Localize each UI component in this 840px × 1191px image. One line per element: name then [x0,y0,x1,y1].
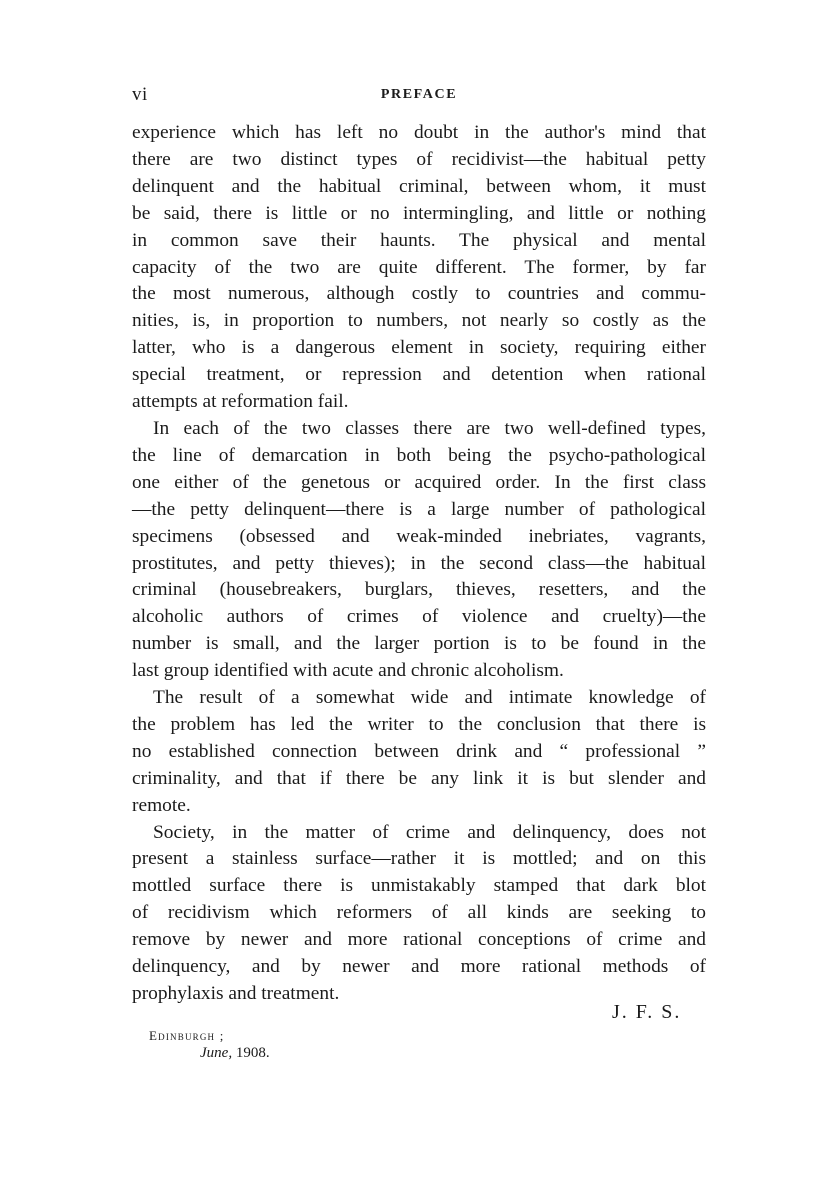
author-initials: J. F. S. [612,1001,682,1023]
text-line: delinquent and the habitual criminal, between whom, it must [132,175,706,197]
text-line: latter, who is a dangerous element in society, requiring either [132,337,706,359]
text-line: of recidivism which reformers of all kinds are seeking to [132,902,706,924]
text-line: capacity of the two are quite different. The former, by far [132,256,706,278]
place-line: Edinburgh ; [149,1028,225,1043]
date-line [200,1045,270,1062]
text-line: nities, is, in proportion to numbers, not nearly so costly as the [132,310,706,332]
date-year: 1908. [235,1045,270,1061]
page-number: vi [132,84,148,105]
text-line: mottled surface there is unmistakably stamped that dark blot [132,875,706,897]
text-line: delinquency, and by newer and more rational methods of [132,956,706,978]
paragraph-3 [132,685,706,820]
date-month: June, [200,1045,233,1061]
text-line: special treatment, or repression and detention when rational [132,364,706,386]
text-line: present a stainless surface—rather it is mottled; and on this [132,848,706,870]
preface-body [132,120,706,1008]
text-line: no established connection between drink and “ professional ” [132,740,706,762]
paragraph-2 [132,416,706,685]
text-line: one either of the genetous or acquired order. In the first class [132,471,706,493]
text-line: the line of demarcation in both being the psycho-pathological [132,444,706,466]
text-line: criminality, and that if there be any link it is but slender and [132,767,706,789]
text-line: Society, in the matter of crime and delinquency, does not [153,821,706,843]
text-line: last group identified with acute and chronic alcoholism. [132,660,564,682]
paragraph-4 [132,820,706,1008]
text-line: prostitutes, and petty thieves); in the second class—the habitual [132,552,706,574]
text-line: —the petty delinquent—there is a large number of pathological [132,498,706,520]
running-head [132,84,706,110]
text-line: there are two distinct types of recidivist—the habitual petty [132,148,706,170]
text-line: criminal (housebreakers, burglars, thieves, resetters, and the [132,579,706,601]
text-line: In each of the two classes there are two well-defined types, [153,417,706,439]
text-line: remove by newer and more rational conceptions of crime and [132,929,706,951]
text-line: the most numerous, although costly to countries and commu- [132,283,706,305]
text-line: remote. [132,794,191,816]
text-line: the problem has led the writer to the conclusion that there is [132,713,706,735]
paragraph-1 [132,120,706,416]
text-line: alcoholic authors of crimes of violence and cruelty)—the [132,606,706,628]
text-line: The result of a somewhat wide and intimate knowledge of [153,687,706,709]
text-line: attempts at reformation fail. [132,391,349,413]
text-line: in common save their haunts. The physical and mental [132,229,706,251]
text-line: be said, there is little or no intermingling, and little or nothing [132,202,706,224]
text-line: specimens (obsessed and weak-minded inebriates, vagrants, [132,525,706,547]
text-line: prophylaxis and treatment. [132,983,340,1004]
text-line: number is small, and the larger portion is to be found in the [132,633,706,655]
running-title: PREFACE [380,87,458,102]
text-line: experience which has left no doubt in the author's mind that [132,122,706,143]
